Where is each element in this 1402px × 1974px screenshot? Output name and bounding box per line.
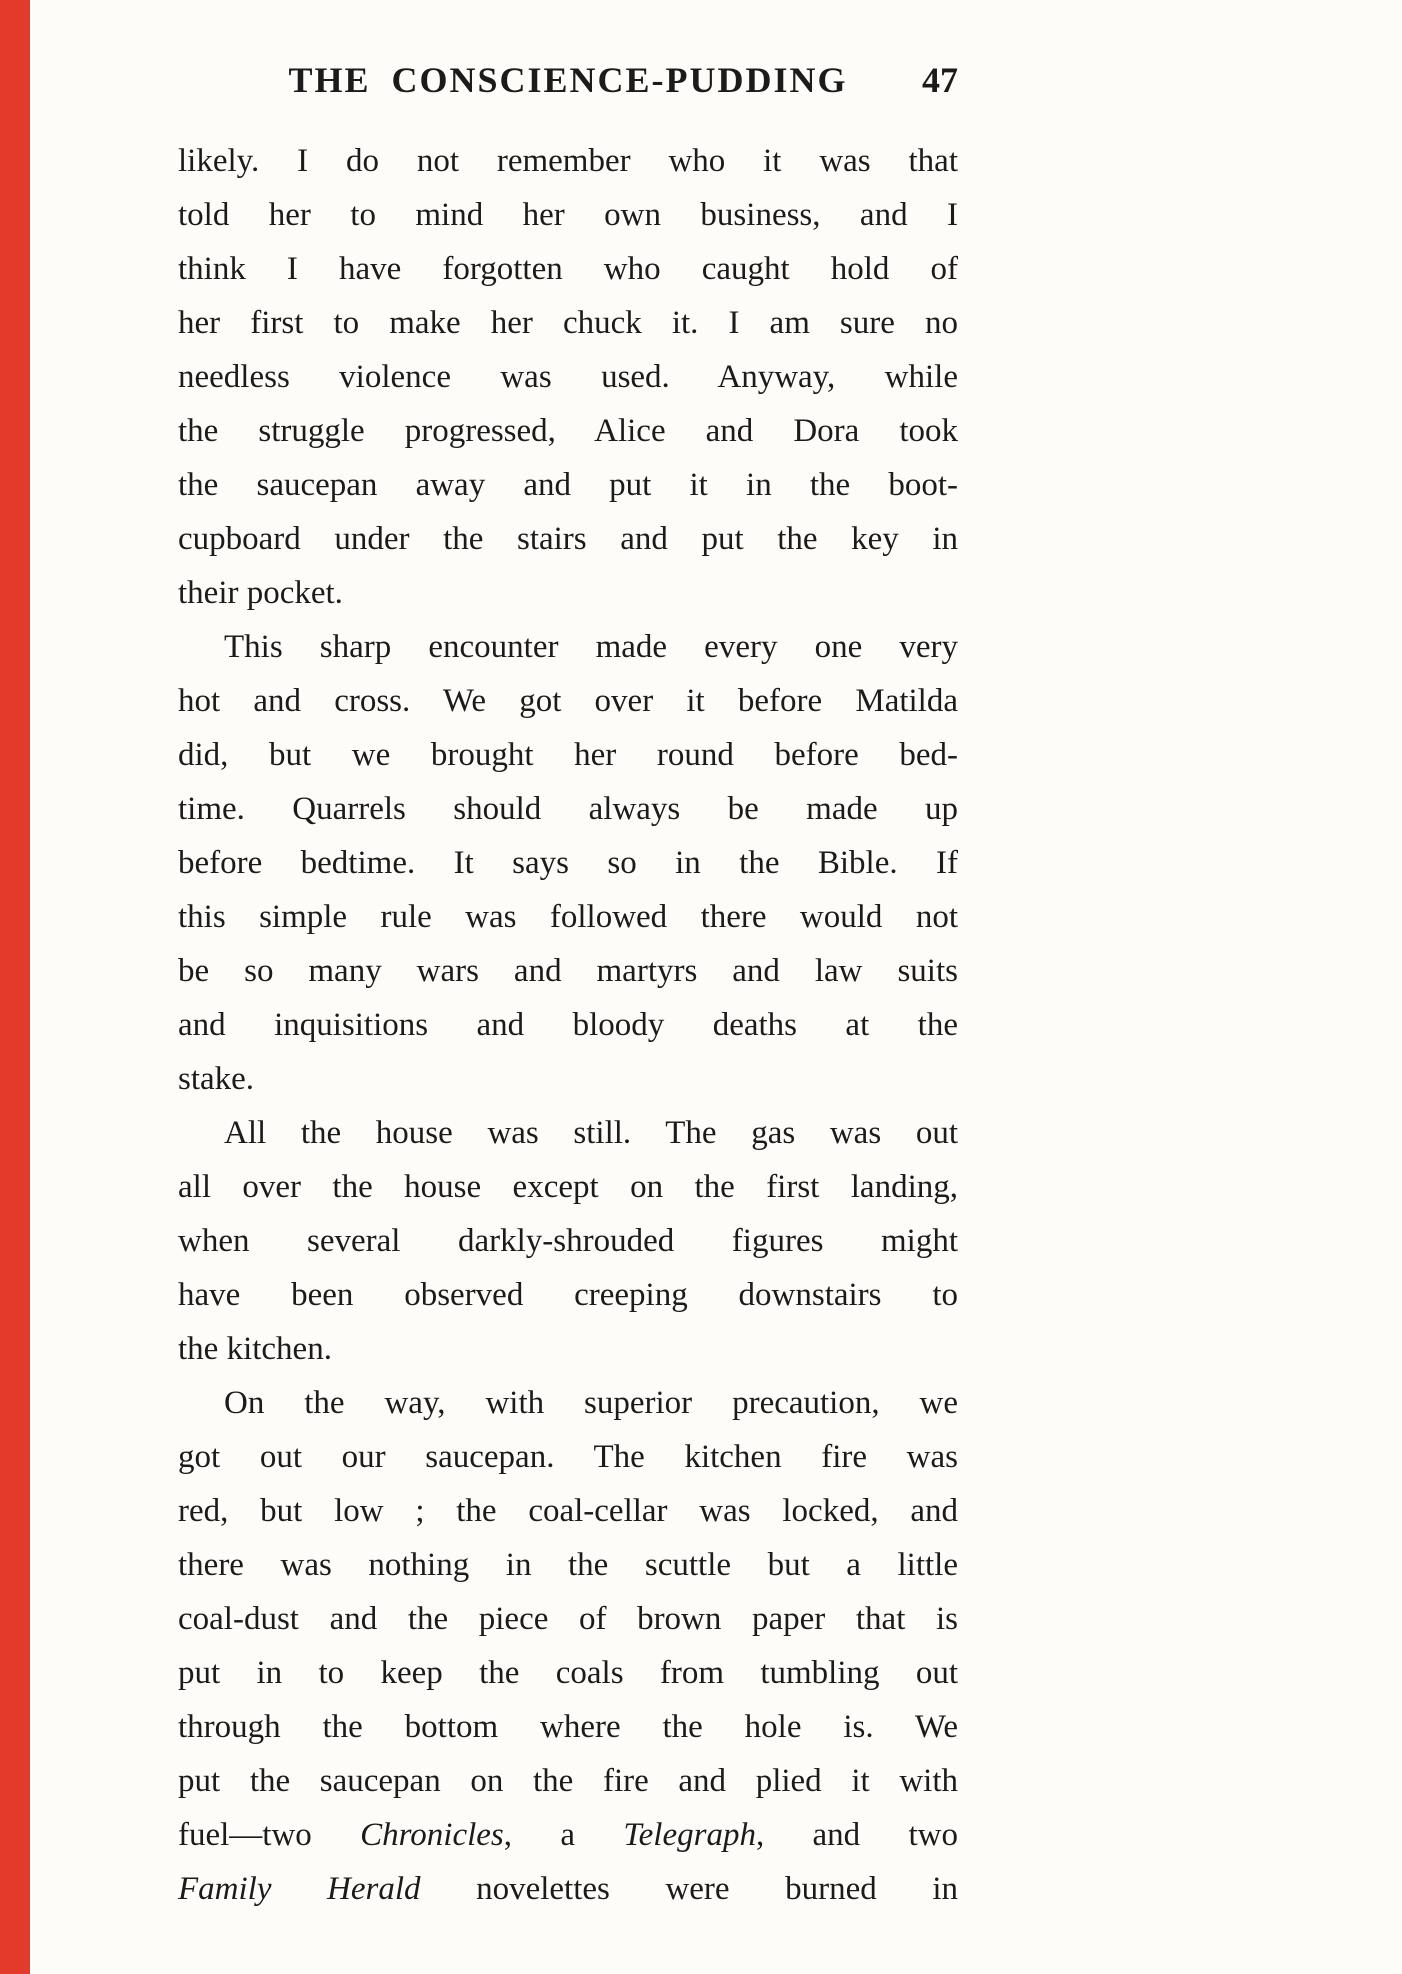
text-line	[178, 1160, 958, 1214]
text-line	[178, 1484, 958, 1538]
text-segment: this simple rule was followed there would not	[178, 899, 958, 935]
text-line	[178, 890, 958, 944]
text-segment: cupboard under the stairs and put the key in	[178, 521, 958, 557]
text-segment: and inquisitions and bloody deaths at the	[178, 1007, 958, 1043]
text-segment: there was nothing in the scuttle but a little	[178, 1547, 958, 1583]
text-line	[178, 188, 958, 242]
text-segment: , and two	[755, 1817, 958, 1853]
text-line	[178, 836, 958, 890]
text-segment: red, but low ; the coal-cellar was locked, and	[178, 1493, 958, 1529]
text-line	[178, 1052, 958, 1106]
text-segment: stake.	[178, 1061, 255, 1097]
text-segment: their pocket.	[178, 575, 343, 611]
text-line	[178, 1106, 958, 1160]
text-segment: got out our saucepan. The kitchen fire was	[178, 1439, 958, 1475]
text-line	[178, 1538, 958, 1592]
text-segment: the saucepan away and put it in the boot-	[178, 467, 958, 503]
text-line	[178, 728, 958, 782]
text-line	[178, 512, 958, 566]
text-line	[178, 674, 958, 728]
text-line	[178, 134, 958, 188]
text-segment: fuel—two	[178, 1817, 361, 1853]
text-segment: through the bottom where the hole is. We	[178, 1709, 958, 1745]
text-segment: have been observed creeping downstairs to	[178, 1277, 958, 1313]
text-segment: did, but we brought her round before bed-	[178, 737, 958, 773]
text-line	[178, 1700, 958, 1754]
text-line	[178, 1646, 958, 1700]
text-line	[178, 1214, 958, 1268]
text-segment: needless violence was used. Anyway, while	[178, 359, 958, 395]
text-segment: when several darkly-shrouded figures might	[178, 1223, 958, 1259]
text-segment: This sharp encounter made every one very	[224, 629, 958, 665]
text-segment: novelettes were burned in	[420, 1871, 958, 1907]
text-line	[178, 620, 958, 674]
text-segment: coal-dust and the piece of brown paper that is	[178, 1601, 958, 1637]
text-line	[178, 242, 958, 296]
text-line	[178, 1592, 958, 1646]
italic-text-segment: Family Herald	[178, 1871, 421, 1907]
italic-text-segment: Chronicles	[360, 1817, 504, 1853]
text-segment: told her to mind her own business, and I	[178, 197, 958, 233]
italic-text-segment: Telegraph	[623, 1817, 756, 1853]
text-segment: put the saucepan on the fire and plied it with	[178, 1763, 958, 1799]
text-line	[178, 296, 958, 350]
text-line	[178, 350, 958, 404]
text-line	[178, 1322, 958, 1376]
text-segment: her first to make her chuck it. I am sure no	[178, 305, 958, 341]
text-line	[178, 1268, 958, 1322]
book-spine-edge	[0, 0, 30, 1974]
text-segment: hot and cross. We got over it before Matilda	[178, 683, 958, 719]
text-segment: think I have forgotten who caught hold of	[178, 251, 958, 287]
page-number: 47	[922, 60, 958, 100]
text-segment: likely. I do not remember who it was that	[178, 143, 958, 179]
text-segment: On the way, with superior precaution, we	[224, 1385, 958, 1421]
text-segment: the kitchen.	[178, 1331, 332, 1367]
text-line	[178, 1376, 958, 1430]
text-line	[178, 458, 958, 512]
text-segment: all over the house except on the first landing,	[178, 1169, 958, 1205]
text-line	[178, 404, 958, 458]
text-line	[178, 566, 958, 620]
text-segment: before bedtime. It says so in the Bible. If	[178, 845, 958, 881]
text-segment: All the house was still. The gas was out	[224, 1115, 958, 1151]
body-text	[178, 134, 958, 1916]
text-line	[178, 1754, 958, 1808]
page-content	[178, 56, 958, 1916]
text-line	[178, 782, 958, 836]
text-line	[178, 944, 958, 998]
text-segment: be so many wars and martyrs and law suits	[178, 953, 958, 989]
text-segment: , a	[503, 1817, 624, 1853]
text-line	[178, 1808, 958, 1862]
text-segment: the struggle progressed, Alice and Dora took	[178, 413, 958, 449]
page-header	[178, 56, 958, 104]
text-line	[178, 1862, 958, 1916]
text-segment: time. Quarrels should always be made up	[178, 791, 958, 827]
page-title: THE CONSCIENCE-PUDDING	[288, 60, 848, 100]
text-line	[178, 998, 958, 1052]
text-segment: put in to keep the coals from tumbling out	[178, 1655, 958, 1691]
text-line	[178, 1430, 958, 1484]
